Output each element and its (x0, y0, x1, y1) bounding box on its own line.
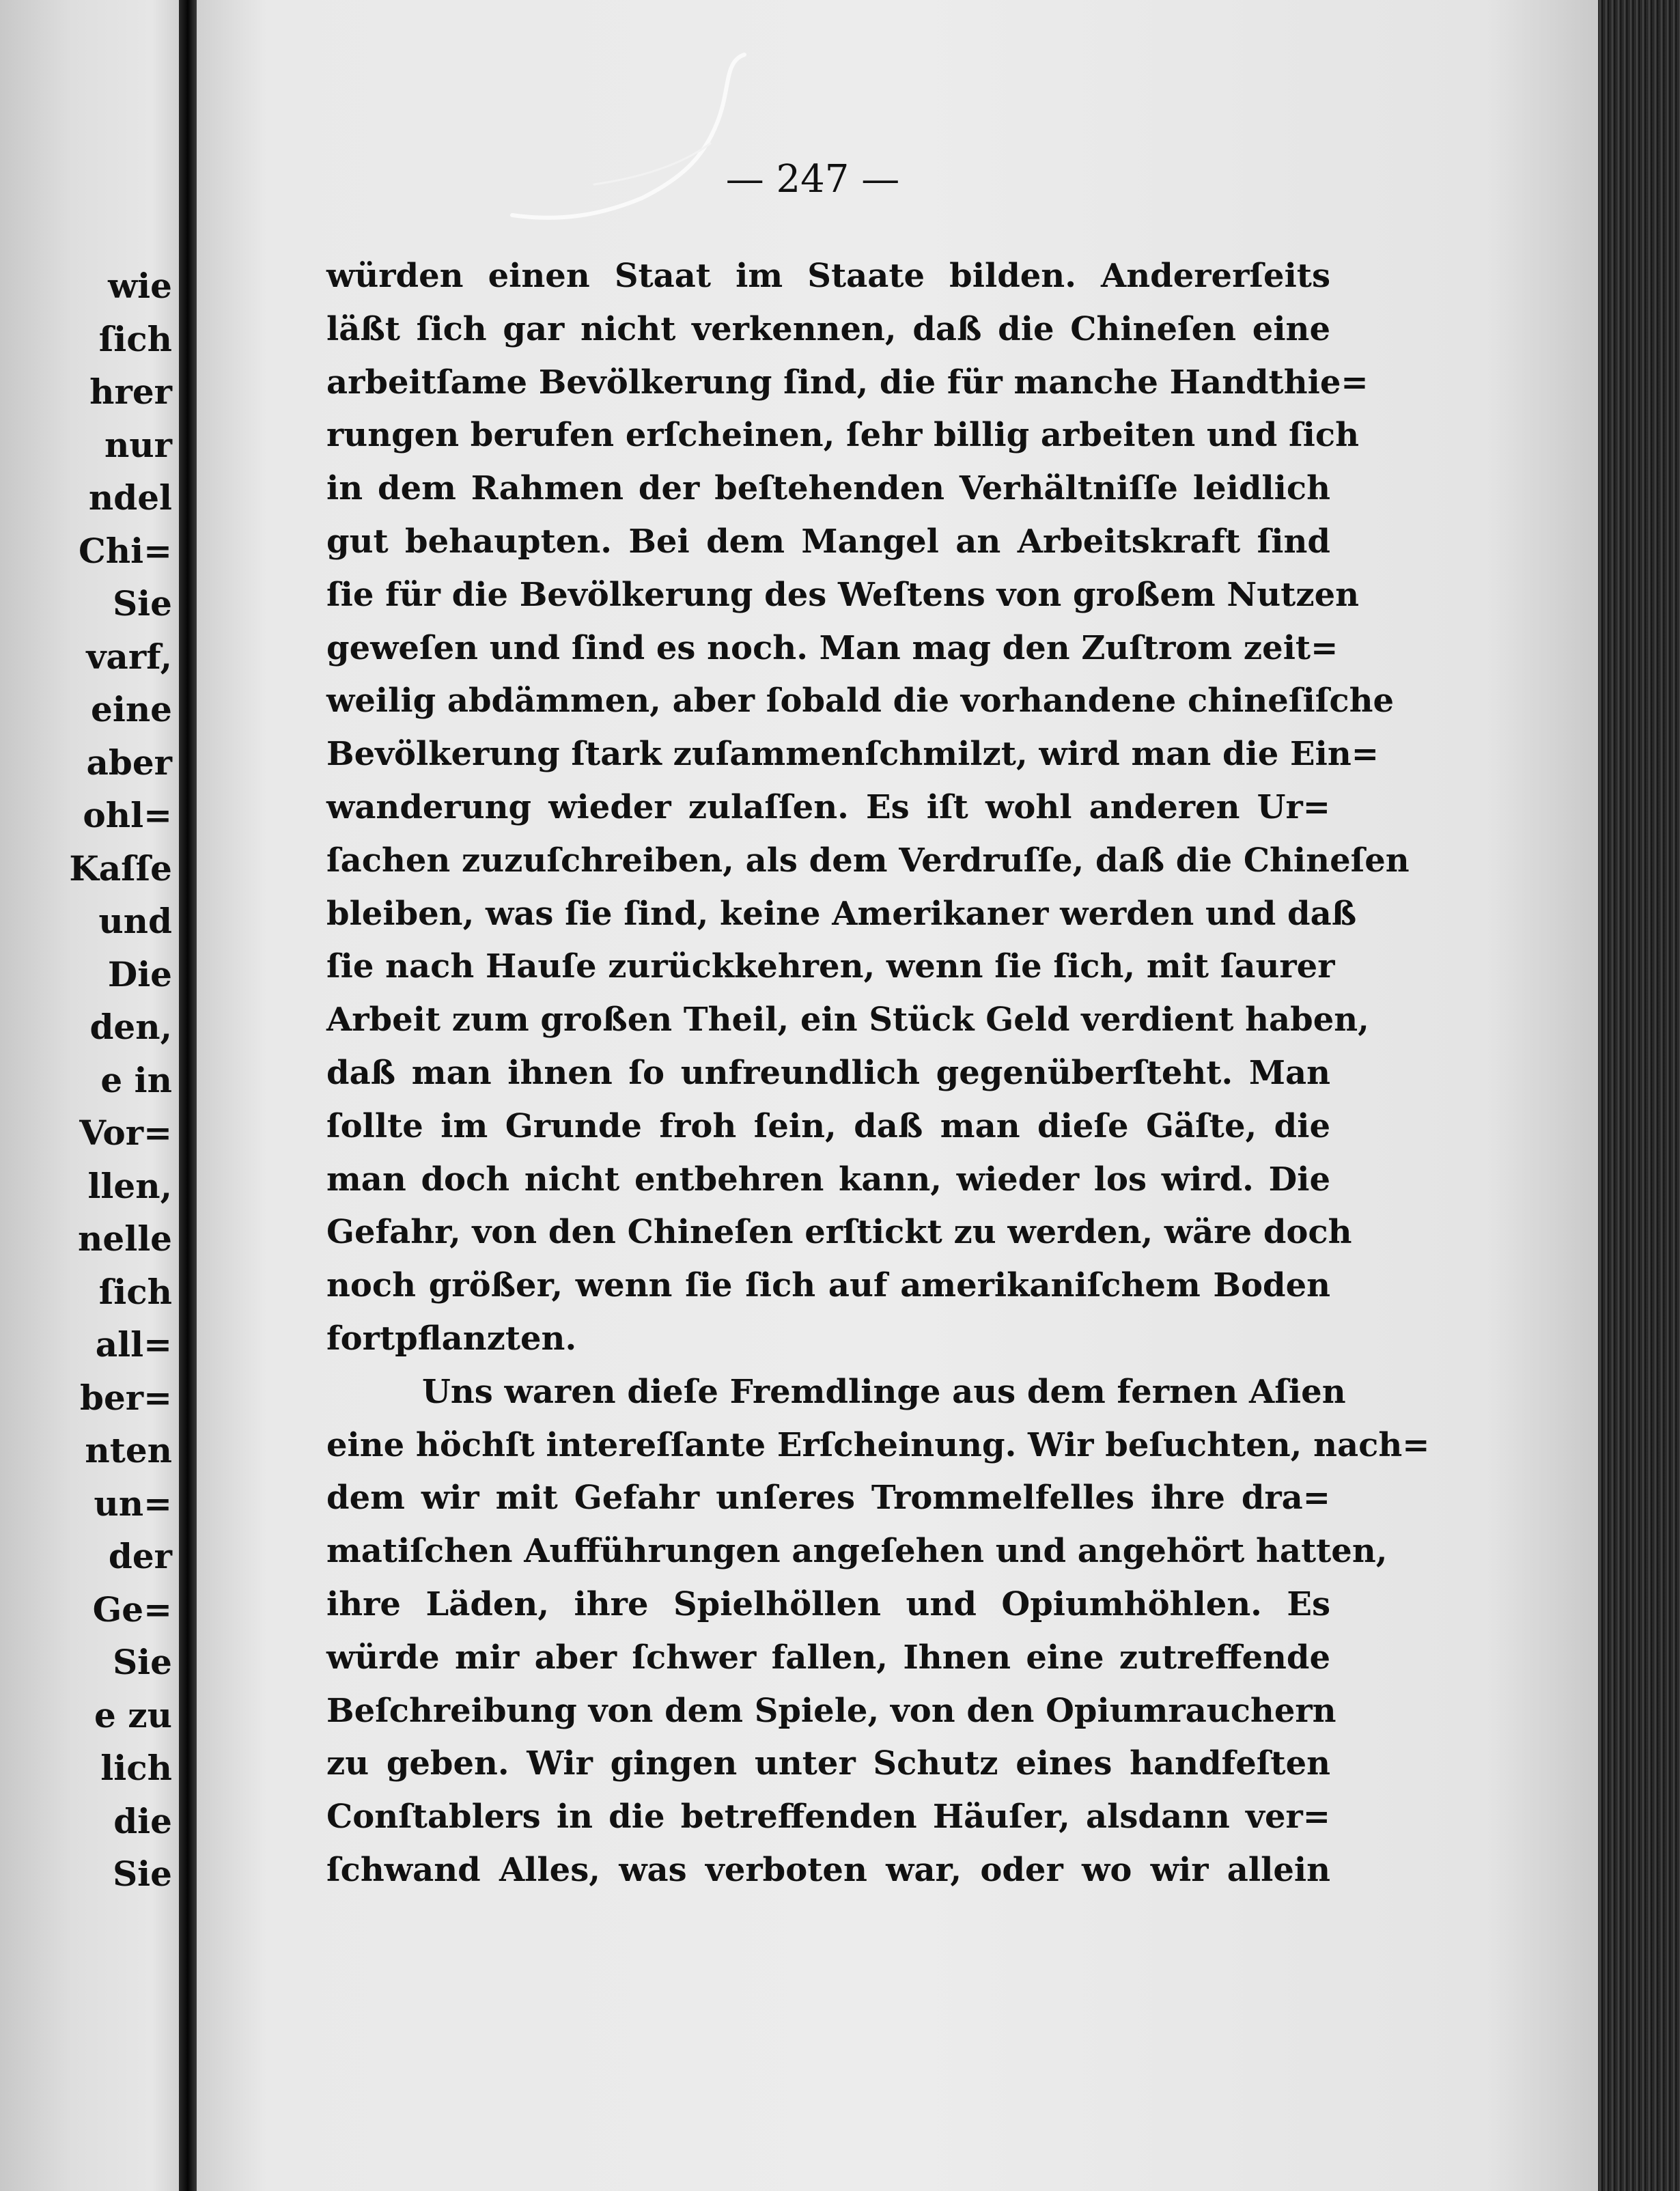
facing-page-fragment: ndel (88, 477, 172, 518)
text-line: ſchwand Alles, was verboten war, oder wo wir allein (326, 1850, 1330, 1889)
facing-page-fragment: Sie (113, 1642, 172, 1682)
facing-page-fragment: ber= (79, 1377, 172, 1418)
facing-page-fragment: Kaſſe (69, 848, 172, 889)
text-line: Bevölkerung ſtark zuſammenſchmilzt, wird man die Ein= (326, 735, 1379, 774)
text-line: ſachen zuzuſchreiben, als dem Verdruſſe, daß die Chineſen (326, 841, 1410, 880)
text-line: eine höchſt intereſſante Erſcheinung. Wir beſuchten, nach= (326, 1425, 1430, 1464)
facing-page-fragment: den, (89, 1007, 172, 1047)
facing-page-fragment: llen, (87, 1165, 172, 1206)
facing-page-fragment: ohl= (83, 795, 172, 835)
text-line: Beſchreibung von dem Spiele, von den Opiumrauchern (326, 1691, 1336, 1730)
text-line: bleiben, was ſie ſind, keine Amerikaner werden und daß (326, 894, 1357, 933)
facing-page-fragment: wie (108, 266, 172, 306)
text-line: arbeitſame Bevölkerung ſind, die für manche Handthie= (326, 363, 1369, 402)
text-line: Gefahr, von den Chineſen erſtickt zu werden, wäre doch (326, 1213, 1352, 1252)
text-line: ihre Läden, ihre Spielhöllen und Opiumhöhlen. Es (326, 1585, 1330, 1623)
text-line: ſollte im Grunde froh ſein, daß man dieſe Gäſte, die (326, 1106, 1330, 1145)
facing-page-fragment: ſich (98, 318, 172, 359)
text-line: würden einen Staat im Staate bilden. Andererſeits (326, 257, 1330, 295)
facing-page-fragment: und (98, 901, 172, 941)
text-line: rungen berufen erſcheinen, ſehr billig arbeiten und ſich (326, 416, 1359, 455)
page-edges-right (1598, 0, 1680, 2191)
paper-scratch-mark (505, 41, 792, 246)
facing-page-fragment: Ge= (92, 1589, 172, 1630)
facing-page-text-fragments (36, 260, 172, 1901)
facing-page-fragment: hrer (89, 372, 172, 412)
text-line: dem wir mit Gefahr unſeres Trommelfelles ihre dra= (326, 1479, 1330, 1518)
facing-page-fragment: e in (100, 1059, 172, 1100)
body-text (326, 250, 1430, 1897)
text-line: daß man ihnen ſo unfreundlich gegenüberſteht. Man (326, 1053, 1330, 1092)
facing-page-fragment: Die (107, 953, 172, 994)
text-line: weilig abdämmen, aber ſobald die vorhandene chineſiſche (326, 682, 1395, 721)
text-line: ſie nach Hauſe zurückkehren, wenn ſie ſich, mit ſaurer (326, 947, 1335, 986)
facing-page-fragment: un= (94, 1483, 172, 1524)
text-line: zu geben. Wir gingen unter Schutz eines handfeſten (326, 1744, 1330, 1783)
text-line: würde mir aber ſchwer fallen, Ihnen eine zutreffende (326, 1638, 1330, 1677)
facing-page-fragment: der (108, 1536, 172, 1576)
book-gutter (179, 0, 197, 2191)
page-number: — 247 — (725, 157, 900, 201)
facing-page-fragment: e zu (94, 1694, 172, 1735)
facing-page-fragment: lich (100, 1748, 172, 1788)
text-line: in dem Rahmen der beſtehenden Verhältniſſe leidlich (326, 469, 1330, 508)
text-line: Arbeit zum großen Theil, ein Stück Geld verdient haben, (326, 1001, 1369, 1039)
text-line: gut behaupten. Bei dem Mangel an Arbeitskraft ſind (326, 522, 1330, 561)
text-line: Uns waren dieſe Fremdlinge aus dem fernen Aſien (422, 1372, 1346, 1411)
facing-page-fragment: Sie (113, 583, 172, 624)
facing-page-fragment: nur (104, 424, 172, 465)
facing-page-fragment: varf, (86, 636, 172, 677)
text-line: ſie für die Bevölkerung des Weſtens von großem Nutzen (326, 575, 1360, 614)
facing-page-left (0, 0, 179, 2191)
facing-page-fragment: aber (86, 742, 172, 783)
facing-page-fragment: Sie (113, 1854, 172, 1894)
facing-page-fragment: ſich (98, 1271, 172, 1312)
text-line: fortpflanzten. (326, 1319, 577, 1358)
text-line: läßt ſich gar nicht verkennen, daß die Chineſen eine (326, 309, 1330, 348)
facing-page-fragment: die (113, 1800, 172, 1841)
facing-page-fragment: Chi= (78, 530, 172, 571)
facing-page-fragment: Vor= (79, 1113, 172, 1153)
text-line: Conſtablers in die betreffenden Häuſer, alsdann ver= (326, 1798, 1330, 1837)
text-line: man doch nicht entbehren kann, wieder los wird. Die (326, 1160, 1330, 1199)
facing-page-fragment: eine (91, 689, 172, 729)
text-line: geweſen und ſind es noch. Man mag den Zuſtrom zeit= (326, 628, 1339, 667)
text-line: noch größer, wenn ſie ſich auf amerikaniſchem Boden (326, 1266, 1330, 1305)
facing-page-fragment: all= (95, 1324, 172, 1365)
text-line: matiſchen Aufführungen angeſehen und angehört hatten, (326, 1532, 1388, 1571)
facing-page-fragment: nelle (78, 1218, 172, 1259)
text-line: wanderung wieder zulaſſen. Es iſt wohl anderen Ur= (326, 787, 1330, 826)
facing-page-fragment: nten (85, 1430, 172, 1470)
